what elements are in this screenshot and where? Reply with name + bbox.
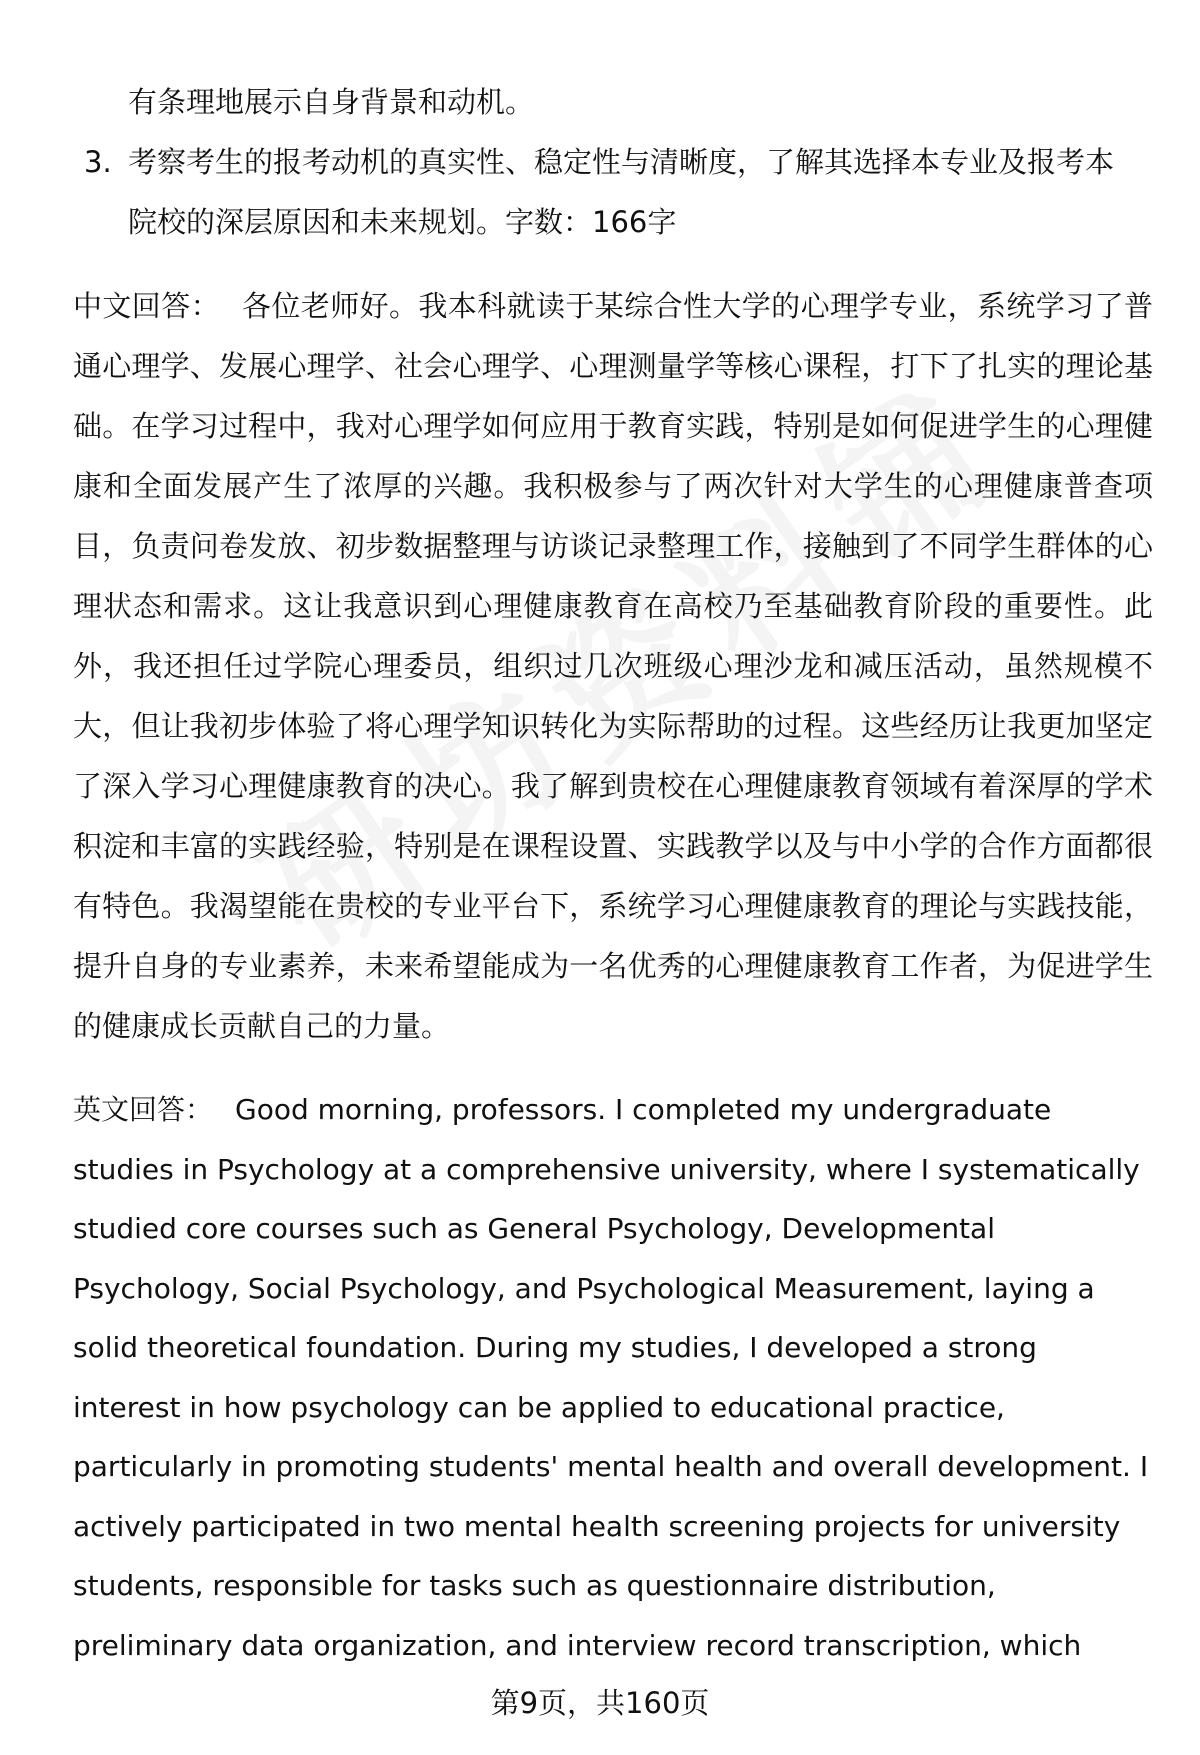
list-item-continuation: 有条理地展示自身背景和动机。 — [128, 85, 535, 119]
list-item-number: 3. — [84, 145, 112, 179]
chinese-answer-text: 各位老师好。我本科就读于某综合性大学的心理学专业，系统学习了普通心理学、发展心理学、社会心理学、心理测量学等核心课程，打下了扎实的理论基础。在学习过程中，我对心理学如何应用于教育实践，特别是如何促进学生的心理健康和全面发展产生了浓厚的兴趣。我积极参与了两次针对大学生的心理健康普查项目，负责问卷发放、初步数据整理与访谈记录整理工作，接触到了不同学生群体的心理状态和需求。这让我意识到心理健康教育在高校乃至基础教育阶段的重要性。此外，我还担任过学院心理委员，组织过几次班级心理沙龙和减压活动，虽然规模不大，但让我初步体验了将心理学知识转化为实际帮助的过程。这些经历让我更加坚定了深入学习心理健康教育的决心。我了解到贵校在心理健康教育领域有着深厚的学术积淀和丰富的实践经验，特别是在课程设置、实践教学以及与中小学的合作方面都很有特色。我渴望能在贵校的专业平台下，系统学习心理健康教育的理论与实践技能，提升自身的专业素养，未来希望能成为一名优秀的心理健康教育工作者，为促进学生的健康成长贡献自己的力量。 — [73, 289, 1153, 1043]
page-number: 第9页，共160页 — [490, 1686, 710, 1720]
chinese-answer-label: 中文回答： — [73, 289, 220, 323]
english-answer-paragraph — [73, 1080, 1153, 1675]
list-item-text: 考察考生的报考动机的真实性、稳定性与清晰度，了解其选择本专业及报考本院校的深层原因和未来规划。字数：166字 — [128, 145, 1115, 239]
english-answer-text: Good morning, professors. I completed my undergraduate studies in Psychology at a comprehensive university, where I systematically studied core courses such as General Psychology, Developmental Psychology, Social Psychology, and Psychological Measurement, laying a solid theoretical foundation. During my studies, I developed a strong interest in how psychology can be applied to educational practice, particularly in promoting students' mental health and overall development. I actively participated in two mental health screening projects for university students, responsible for tasks such as questionnaire distribution, preliminary data organization, and interview record transcription, which — [73, 1093, 1149, 1662]
list-item-3 — [84, 132, 1128, 252]
english-answer-label: 英文回答： — [73, 1093, 214, 1126]
chinese-answer-paragraph — [73, 276, 1153, 1056]
